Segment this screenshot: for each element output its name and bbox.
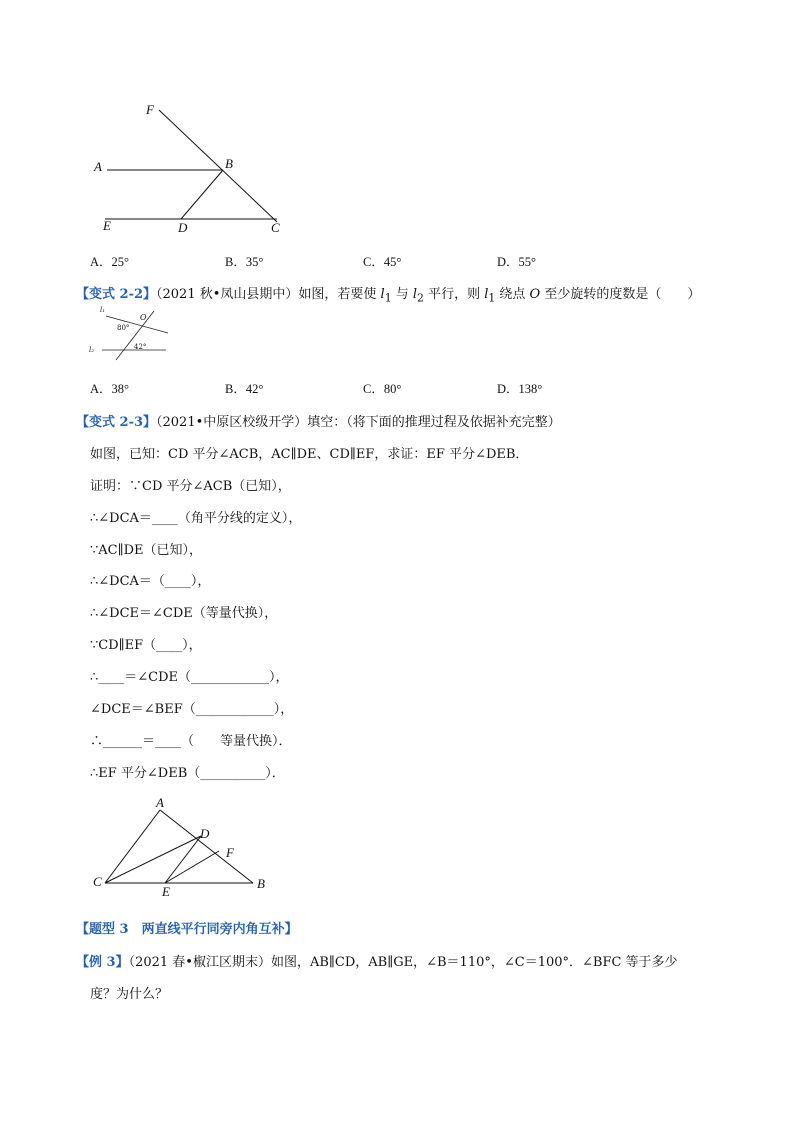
section-heading: 【题型 3 两直线平行同旁内角互补】 xyxy=(76,922,298,937)
proof-line: ∴∠DCE＝∠CDE（等量代换）， xyxy=(90,606,278,621)
question-text: 绕点 xyxy=(495,287,530,302)
fig23-label-e: E xyxy=(162,884,170,899)
option-b[interactable]: B．42° xyxy=(225,382,264,396)
example-text: （2021 春•椒江区期末）如图，AB∥CD，AB∥GE，∠B＝110°，∠C＝100°．∠BFC 等于多少 xyxy=(128,955,678,970)
question-2-3 xyxy=(76,411,561,430)
fig22-angle-42: 42° xyxy=(134,343,147,351)
subscript: 1 xyxy=(488,291,496,305)
label-E: E xyxy=(103,218,111,233)
question-2-2 xyxy=(76,283,700,305)
example-3 xyxy=(76,951,678,970)
fig22-label-l1: l₁ xyxy=(100,306,106,314)
figure-1 xyxy=(85,100,305,240)
line-l1 xyxy=(106,316,168,333)
figure-2-3 xyxy=(95,800,275,900)
subscript: 2 xyxy=(417,291,424,305)
proof-line: ∴____＝∠CDE（____________）， xyxy=(90,670,289,685)
question-text: 与 xyxy=(391,287,413,302)
question-text: 如图，若要使 xyxy=(298,287,381,302)
question-text: 平行，则 xyxy=(423,287,485,302)
fig23-label-a: A xyxy=(156,795,164,810)
label-C: C xyxy=(271,220,280,235)
proof-line: ∵AC∥DE（已知）， xyxy=(90,543,203,558)
fig22-label-o: O xyxy=(140,313,147,322)
transversal xyxy=(116,311,154,360)
proof-line: ∴∠DCA＝____（角平分线的定义）， xyxy=(90,511,302,526)
symbol-l2: l xyxy=(412,287,418,302)
option-d[interactable]: D．138° xyxy=(497,382,543,396)
question-text: 至少旋转的度数是（ ） xyxy=(540,287,701,302)
question-source: （2021•中原区校级开学）填空：（将下面的推理过程及依据补充完整） xyxy=(156,415,561,430)
subscript: 1 xyxy=(384,291,392,305)
figure-2-2 xyxy=(88,308,178,363)
segment-cd xyxy=(105,836,201,883)
label-F: F xyxy=(146,102,154,117)
fig23-label-f: F xyxy=(226,845,234,860)
proof-line: ∴∠DCA＝（____）， xyxy=(90,574,211,589)
fig22-label-l2: l₂ xyxy=(89,346,95,354)
option-c[interactable]: C．80° xyxy=(363,382,402,396)
example-3-cont: 度？为什么？ xyxy=(90,987,169,1002)
question-source: （2021 秋•凤山县期中） xyxy=(156,287,299,302)
label-A: A xyxy=(94,159,102,174)
symbol-l1: l xyxy=(380,287,385,302)
segment-de xyxy=(165,836,201,883)
fig23-label-b: B xyxy=(257,876,265,891)
option-a[interactable]: A．38° xyxy=(90,382,130,396)
line-bd xyxy=(181,170,223,219)
option-b[interactable]: B．35° xyxy=(225,255,264,269)
option-c[interactable]: C．45° xyxy=(363,255,402,269)
symbol-l1: l xyxy=(484,287,489,302)
proof-line: 证明：∵CD 平分∠ACB（已知）， xyxy=(90,479,291,494)
proof-line: ∵CD∥EF（____）， xyxy=(90,638,202,653)
question-tag: 【变式 2-3】 xyxy=(76,415,157,430)
proof-line: 如图，已知：CD 平分∠ACB，AC∥DE、CD∥EF，求证：EF 平分∠DEB． xyxy=(90,447,529,462)
segment-ef xyxy=(165,851,219,883)
label-B: B xyxy=(225,156,233,171)
proof-line: ∴______＝____（ 等量代换）． xyxy=(90,734,292,749)
fig23-label-d: D xyxy=(200,826,210,841)
side-ac xyxy=(105,810,160,883)
line-fc xyxy=(159,110,277,222)
question-tag: 【变式 2-2】 xyxy=(76,287,157,302)
fig23-label-c: C xyxy=(93,874,102,889)
label-D: D xyxy=(178,220,188,235)
example-tag: 【例 3】 xyxy=(76,955,129,970)
fig22-angle-80: 80° xyxy=(117,324,130,332)
symbol-o: O xyxy=(529,287,541,302)
option-a[interactable]: A．25° xyxy=(90,255,130,269)
proof-line: ∴EF 平分∠DEB（__________）． xyxy=(90,766,285,781)
option-d[interactable]: D．55° xyxy=(497,255,537,269)
proof-line: ∠DCE＝∠BEF（____________）， xyxy=(90,702,294,717)
